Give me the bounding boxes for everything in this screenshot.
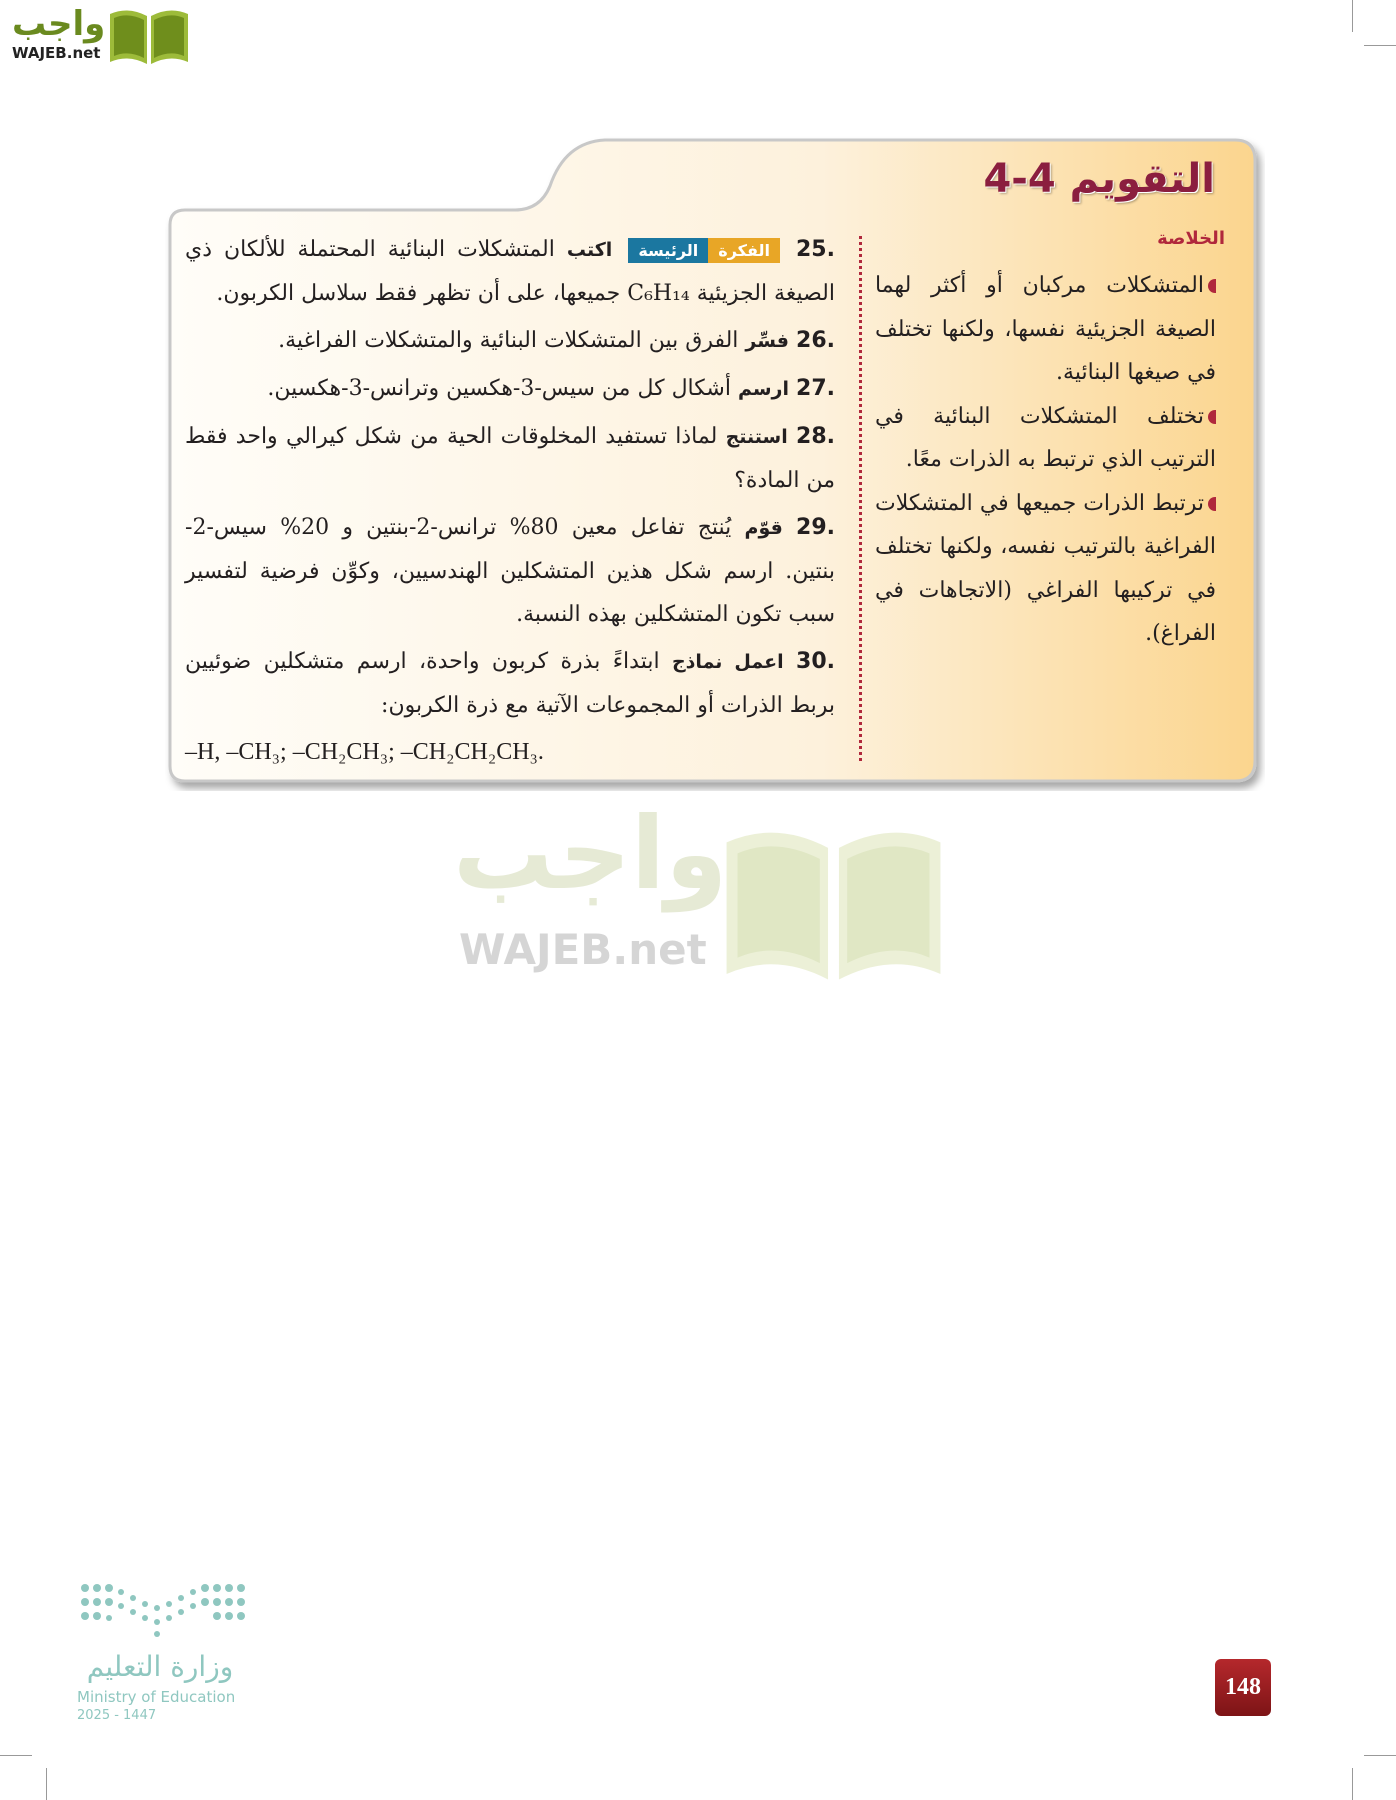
question-number: 25. — [796, 237, 835, 262]
section-title: التقويم 4-4 — [983, 156, 1215, 202]
question-29 — [185, 506, 835, 636]
crop-mark — [1352, 1768, 1353, 1800]
crop-mark — [0, 1755, 32, 1756]
ministry-year: 2025 - 1447 — [77, 1708, 157, 1723]
question-27 — [185, 367, 835, 411]
watermark-arabic: واجب — [453, 795, 728, 912]
book-icon — [108, 4, 190, 66]
question-text: ابتداءً بذرة كربون واحدة، ارسم متشكلين ضوئيين بربط الذرات أو المجموعات الآتية مع ذرة الكربون: — [185, 649, 835, 718]
summary-item — [875, 264, 1220, 395]
summary-item — [875, 482, 1220, 656]
summary-item — [875, 395, 1220, 482]
question-verb: اكتب — [566, 239, 613, 261]
question-number: 26. — [796, 328, 835, 353]
crop-mark — [1364, 45, 1396, 46]
bullet-icon — [1208, 279, 1216, 293]
crop-mark — [46, 1768, 47, 1800]
question-number: 29. — [796, 515, 835, 540]
question-text: الفرق بين المتشكلات البنائية والمتشكلات الفراغية. — [278, 328, 739, 353]
question-verb: استنتج — [725, 426, 788, 448]
bullet-icon — [1208, 410, 1216, 424]
ministry-logo — [75, 1578, 255, 1728]
question-number: 30. — [796, 649, 835, 674]
question-text: لماذا تستفيد المخلوقات الحية من شكل كيرالي واحد فقط من المادة؟ — [185, 424, 835, 493]
question-text: يُنتج تفاعل معين 80% ترانس-2-بنتين و 20% سيس-2- بنتين. ارسم شكل هذين المتشكلين الهندسيين، وكوِّن فرضية لتفسير سبب تكون المتشكلين بهذه النسبة. — [185, 515, 835, 627]
question-26 — [185, 319, 835, 363]
logo-arabic: واجب — [12, 4, 106, 44]
questions-list — [185, 228, 835, 774]
summary-list — [875, 264, 1220, 656]
wajeb-logo[interactable] — [8, 4, 193, 68]
badge-part2: الرئيسة — [628, 238, 708, 263]
main-idea-badge — [628, 238, 780, 263]
crop-mark — [1352, 0, 1353, 32]
summary-text: تختلف المتشكلات البنائية في الترتيب الذي ترتبط به الذرات معًا. — [875, 403, 1216, 472]
question-verb: فسِّر — [745, 330, 790, 352]
logo-english: WAJEB.net — [12, 44, 101, 62]
question-25 — [185, 228, 835, 315]
watermark-english: WAJEB.net — [459, 925, 707, 974]
question-number: 27. — [796, 376, 835, 401]
question-text: المتشكلات البنائية المحتملة للألكان ذي الصيغة الجزيئية C₆H₁₄ جميعها، على أن تظهر فقط سلاسل الكربون. — [185, 237, 835, 306]
question-number: 28. — [796, 424, 835, 449]
badge-part1: الفكرة — [708, 238, 780, 263]
crop-mark — [1364, 1755, 1396, 1756]
bullet-icon — [1208, 497, 1216, 511]
question-verb: اعمل نماذج — [671, 651, 784, 673]
summary-heading: الخلاصة — [1157, 228, 1225, 249]
question-verb: قوّم — [744, 517, 783, 539]
book-icon — [721, 815, 946, 985]
summary-text: المتشكلات مركبان أو أكثر لهما الصيغة الجزيئية نفسها، ولكنها تختلف في صيغها البنائية. — [875, 273, 1216, 385]
ministry-english: Ministry of Education — [77, 1688, 236, 1706]
chemical-groups: –H, –CH₃; –CH₂CH₃; –CH₂CH₂CH₃. — [185, 739, 544, 765]
question-verb: ارسم — [737, 378, 790, 400]
dotted-divider — [859, 236, 862, 761]
question-28 — [185, 415, 835, 502]
question-text: أشكال كل من سيس-3-هكسين وترانس-3-هكسين. — [267, 376, 731, 401]
ministry-dots-icon — [77, 1578, 247, 1638]
assessment-card — [165, 136, 1265, 791]
question-30 — [185, 640, 835, 727]
watermark — [453, 795, 953, 990]
ministry-arabic: وزارة التعليم — [86, 1650, 234, 1683]
summary-text: ترتبط الذرات جميعها في المتشكلات الفراغية بالترتيب نفسه، ولكنها تختلف في تركيبها الفراغي (الاتجاهات في الفراغ). — [875, 490, 1216, 646]
page-number: 148 — [1215, 1659, 1271, 1716]
